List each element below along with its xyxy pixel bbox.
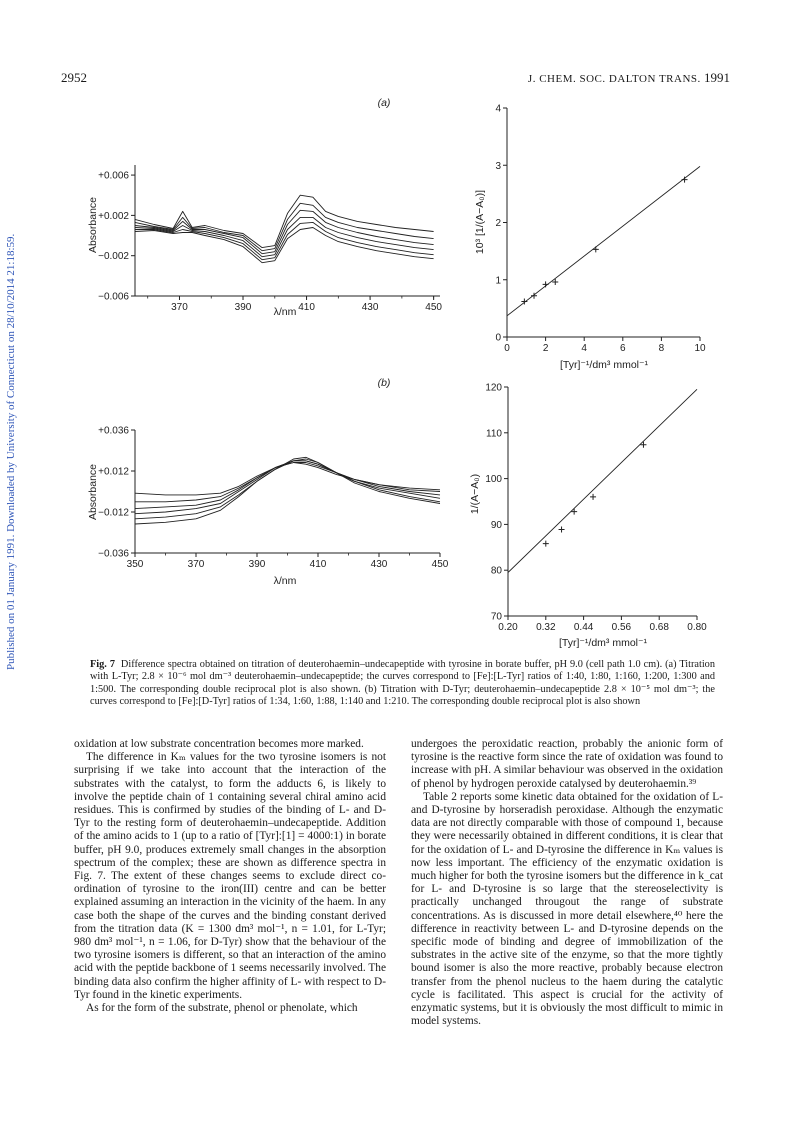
x-tick-label: 430 <box>361 302 379 313</box>
x-tick-label: 450 <box>425 302 442 313</box>
x-tick-label: 450 <box>431 559 449 570</box>
y-tick-label: −0.012 <box>98 507 129 519</box>
data-point <box>593 246 599 252</box>
y-tick-label: 100 <box>485 474 502 486</box>
journal-year: 1991 <box>704 70 730 85</box>
chart-a-reciprocal <box>474 104 706 372</box>
data-point <box>559 526 565 532</box>
paragraph: oxidation at low substrate concentration becomes more marked. <box>74 738 364 750</box>
x-tick-label: 10 <box>694 343 706 354</box>
y-tick-label: −0.036 <box>98 548 129 560</box>
x-axis-label: [Tyr]⁻¹/dm³ mmol⁻¹ <box>559 359 649 371</box>
page-number: 2952 <box>61 70 87 85</box>
y-tick-label: +0.012 <box>98 466 129 478</box>
y-axis-label: Absorbance <box>87 463 99 521</box>
data-point <box>682 177 688 183</box>
x-tick-label: 390 <box>234 302 252 313</box>
spectrum-curve <box>135 461 440 509</box>
x-tick-label: 2 <box>542 343 549 354</box>
y-tick-label: 4 <box>495 103 501 115</box>
spectrum-curve <box>135 463 440 495</box>
x-tick-label: 410 <box>309 559 327 570</box>
journal-name: J. CHEM. SOC. DALTON TRANS. <box>527 73 701 85</box>
y-tick-label: 120 <box>485 382 502 394</box>
data-point <box>590 494 596 500</box>
x-axis-label: λ/nm <box>273 575 297 587</box>
caption-label: Fig. 7 <box>90 659 115 670</box>
x-tick-label: 410 <box>298 302 315 313</box>
x-tick-label: 0.32 <box>536 622 556 633</box>
data-point <box>571 509 577 515</box>
x-tick-label: 0.56 <box>611 622 632 633</box>
fit-line <box>508 389 697 572</box>
spectrum-curve <box>135 463 440 502</box>
paragraph: Table 2 reports some kinetic data obtained for the oxidation of L- and D-tyrosine by horseradish peroxidase. Although the enzymatic data are not directly comparable with those of compound 1, because they were necessarily obtained in different conditions, it is clear that for the oxidation of L- and D-tyrosine the difference in Kₘ values is now less important. The efficiency of the enzymatic oxidation is much higher for both the tyrosine isomers but the difference in k_cat for L- and D-tyrosine is so large that the stereoselectivity is practically unchanged througout the range of substrate concentrations. As is discussed in more detail elsewhere,⁴⁰ here the difference in reactivity between L- and D-tyrosine depends on the specific mode of binding and degree of immobilization of the substrates in the active site of the enzyme, so that the more tightly bound isomer is also the more reactive, probably because electron transfer from the phenol nucleus to the haem during the catalytic cycle is facilitated. This aspect is crucial for the activity of enzymatic systems, but it is obviously the most difficult to mimic in model systems. <box>411 790 723 1028</box>
y-tick-label: 2 <box>495 218 501 229</box>
y-tick-label: 70 <box>490 611 502 623</box>
y-axis-label: 1/(A−A₀) <box>469 473 481 515</box>
y-tick-label: −0.006 <box>98 291 129 303</box>
x-tick-label: 430 <box>370 559 388 570</box>
data-point <box>543 541 549 547</box>
body-column-left <box>74 738 386 1015</box>
x-axis-label: [Tyr]⁻¹/dm³ mmol⁻¹ <box>558 637 648 649</box>
data-point <box>543 281 549 287</box>
paragraph: As for the form of the substrate, phenol or phenolate, which <box>86 1002 358 1015</box>
chart-a-spectra <box>87 97 442 318</box>
x-tick-label: 0.80 <box>687 622 707 633</box>
x-tick-label: 370 <box>187 559 205 570</box>
y-tick-label: +0.002 <box>98 210 129 222</box>
y-tick-label: 1 <box>495 275 501 287</box>
y-tick-label: 90 <box>490 519 502 531</box>
y-axis-label: Absorbance <box>87 196 99 254</box>
y-tick-label: −0.002 <box>98 251 129 263</box>
y-tick-label: 80 <box>490 565 502 577</box>
y-tick-label: 110 <box>486 428 502 440</box>
x-tick-label: 6 <box>620 343 626 354</box>
y-tick-label: +0.006 <box>98 170 129 182</box>
panel-label: (b) <box>377 377 391 389</box>
chart-b-spectra <box>87 377 449 587</box>
x-tick-label: 8 <box>658 343 665 354</box>
x-tick-label: 0.20 <box>498 622 518 633</box>
figure-caption <box>90 659 715 708</box>
y-axis-label: 10³ [1/(A−A₀)] <box>474 189 486 255</box>
x-tick-label: 0.44 <box>573 622 594 633</box>
x-tick-label: 350 <box>126 559 144 570</box>
spectrum-curve <box>135 222 434 259</box>
download-note: Published on 01 January 1991. Downloaded by University of Connecticut on 28/10/2014 21:18:59. <box>5 233 17 670</box>
x-tick-label: 0 <box>504 343 510 354</box>
caption-text: Difference spectra obtained on titration of deuterohaemin–undecapeptide with tyrosine in borate buffer, pH 9.0 (cell path 1.0 cm). (a) Titration with L-Tyr; 2.8 × 10⁻⁶ mol dm⁻³ deuterohaemin–undecapeptide; the curves correspond to [Fe]:[L-Tyr] ratios of 1:40, 1:80, 1:160, 1:200, 1:300 and 1:500. The corresponding double reciprocal plot is also shown. (b) Titration with D-Tyr; deuterohaemin–undecapeptide 2.8 × 10⁻⁵ mol dm⁻³; the curves correspond to [Fe]:[D-Tyr] ratios of 1:34, 1:60, 1:88, 1:140 and 1:210. The corresponding double reciprocal plot is also shown <box>90 659 715 707</box>
fit-line <box>507 166 700 315</box>
body-column-right <box>411 738 723 1028</box>
y-tick-label: +0.036 <box>98 425 129 437</box>
y-tick-label: 3 <box>495 160 501 172</box>
x-axis-label: λ/nm <box>273 306 297 318</box>
y-tick-label: 0 <box>495 332 501 344</box>
paragraph: The difference in Kₘ values for the two tyrosine isomers is not surprising if we take into account that the interaction of the substrates with the catalyst, to form the adducts 6, is likely to involve the peptide chain of 1 containing several chiral amino acid residues. This is confirmed by studies of the binding of L- and D-Tyr to the resting form of deuterohaemin–undecapeptide. Addition of the amino acids to 1 (up to a ratio of [Tyr]:[1] = 4000:1) in borate buffer, pH 9.0, produces extremely small changes in the absorption spectrum of the complex; these are shown as difference spectra in Fig. 7. The extent of these changes seems to exclude direct co-ordination of tyrosine to the iron(III) centre and can be better explained assuming an interaction in the vicinity of the haem. In any case both the shape of the curves and the binding constant derived from the titration data (K = 1300 dm³ mol⁻¹, n = 1.01, for L-Tyr; 980 dm³ mol⁻¹, n = 1.06, for D-Tyr) show that the behaviour of the two tyrosine isomers is different, so that an interaction of the amino acid with the peptide backbone of 1 seems necessarily involved. The binding data also confirm the higher affinity of L- with respect to D-Tyr found in the kinetic experiments. <box>74 751 386 1001</box>
paragraph: undergoes the peroxidatic reaction, probably the anionic form of tyrosine is the reactive form since the rate of oxidation was found to increase with pH. A similar behaviour was observed in the oxidation of phenol by hydrogen peroxide catalysed by deuterohaemin.³⁹ <box>411 738 723 790</box>
x-tick-label: 4 <box>581 343 587 354</box>
x-tick-label: 370 <box>171 302 188 313</box>
panel-label: (a) <box>377 97 391 109</box>
x-tick-label: 390 <box>248 559 266 570</box>
chart-b-reciprocal <box>469 383 707 650</box>
x-tick-label: 0.68 <box>649 622 669 633</box>
spectrum-curve <box>135 217 434 256</box>
